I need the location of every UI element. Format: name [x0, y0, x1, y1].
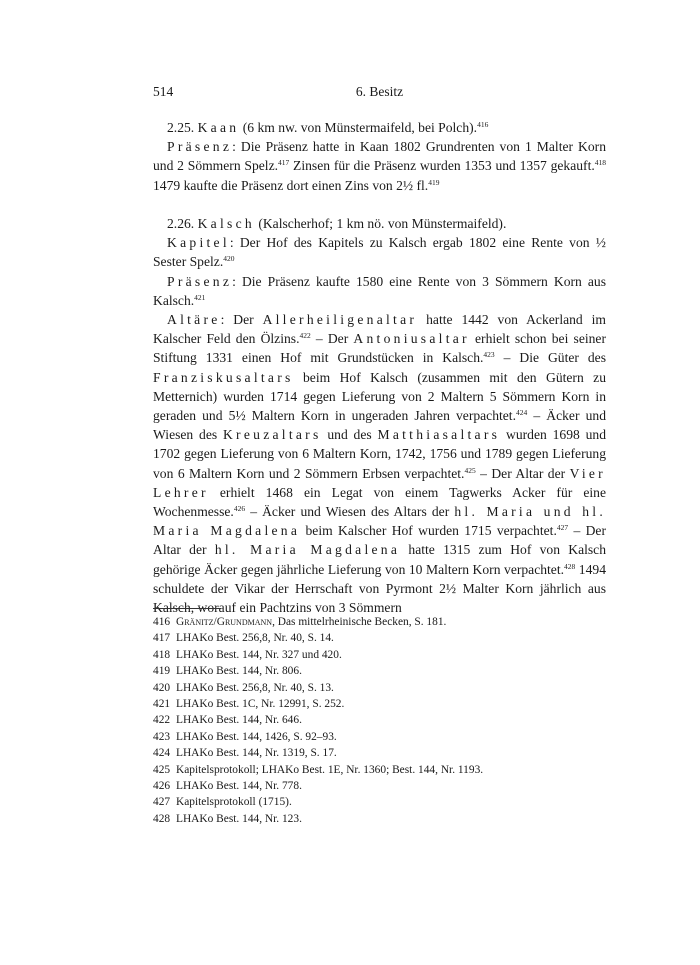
text-run: LHAKo Best. 144, Nr. 1319, S. 17. [176, 747, 337, 760]
spaced-term: Antoniusaltar [353, 331, 470, 347]
footnote-number: 416 [153, 616, 171, 628]
footnote [153, 680, 606, 696]
author-name: Gränitz/Grundmann [176, 616, 273, 628]
footnote-ref: 428 [564, 561, 576, 571]
footnote [153, 762, 606, 778]
footnote-ref: 422 [299, 331, 311, 341]
footnote-number: 422 [153, 714, 171, 727]
footnote-ref: 424 [516, 408, 528, 418]
running-title: 6. Besitz [355, 84, 404, 99]
text-run: , Das mittelrheinische Becken, S. 181. [272, 616, 447, 628]
spaced-term: hl. Maria und hl. Maria Magdalena [153, 504, 606, 539]
text-run: hatte 1315 zum Hof von Kalsch gehörige Äcker gegen jährliche Lieferung von 10 Maltern Korn verpachtet. [153, 542, 606, 577]
footnote [153, 794, 606, 810]
page-number: 514 [153, 84, 174, 99]
footnote-number: 421 [153, 698, 171, 711]
main-text [153, 118, 606, 617]
text-run: beim Kalscher Hof wurden 1715 verpachtet. [300, 523, 557, 539]
paragraph [153, 214, 606, 233]
spaced-term: Präsenz [167, 139, 233, 155]
text-run: 2.26. [167, 216, 198, 231]
spaced-term: Franziskusaltars [153, 369, 294, 385]
paragraph [153, 310, 606, 617]
footnote-text [176, 811, 302, 827]
text-run: und des [321, 427, 378, 443]
footnotes [153, 614, 606, 827]
footnote-text [176, 647, 342, 663]
footnote-text [176, 712, 302, 728]
text-run: LHAKo Best. 144, Nr. 327 und 420. [176, 648, 342, 661]
text-run: LHAKo Best. 256,8, Nr. 40, S. 13. [176, 681, 334, 694]
text-run: 2.25. [167, 120, 198, 135]
footnote-text [176, 614, 446, 630]
footnote-text [176, 729, 337, 745]
spaced-term: Matthiasaltars [377, 427, 501, 443]
footnote-text [176, 794, 292, 810]
text-run: (6 km nw. von Münstermaifeld, bei Polch). [239, 120, 478, 135]
footnote [153, 630, 606, 646]
footnote-text [176, 663, 302, 679]
text-run: wurden 1698 und 1702 gegen Lieferung von 6 Maltern Korn, 1742, 1756 und 1789 gegen Lieferung von 6 Maltern Korn und 2 Sömmern Erbsen verpachtet. [153, 427, 606, 481]
footnote-divider [153, 608, 221, 609]
paragraph [153, 272, 606, 310]
footnote [153, 647, 606, 663]
footnote-text [176, 762, 483, 778]
spaced-term: Kapitel [167, 235, 230, 251]
text-run: (Kalscherhof; 1 km nö. von Münstermaifeld). [254, 216, 507, 231]
spaced-term: Vier Lehrer [153, 465, 606, 500]
footnote [153, 745, 606, 761]
text-run: – Die Güter des [494, 350, 606, 366]
footnote-number: 427 [153, 796, 171, 809]
text-run: LHAKo Best. 256,8, Nr. 40, S. 14. [176, 632, 334, 645]
footnote-ref: 418 [594, 158, 606, 168]
footnote-number: 428 [153, 812, 171, 825]
paragraph [153, 118, 606, 137]
text-run: LHAKo Best. 144, Nr. 646. [176, 714, 302, 727]
text-run: – Der [310, 331, 354, 347]
text-run: erhielt schon bei seiner Stiftung 1331 einen Hof mit Grundstücken in Kalsch. [153, 331, 606, 366]
paragraph [153, 233, 606, 271]
text-run: LHAKo Best. 1C, Nr. 12991, S. 252. [176, 698, 345, 711]
text-run: – Der Altar der [475, 465, 570, 481]
footnote-text [176, 745, 337, 761]
footnote-number: 425 [153, 763, 171, 776]
spaced-term: Kalsch [197, 216, 255, 231]
text-run: 1479 kaufte die Präsenz dort einen Zins von 2½ fl. [153, 177, 429, 193]
text-run: Kapitelsprotokoll; LHAKo Best. 1E, Nr. 1360; Best. 144, Nr. 1193. [176, 763, 484, 776]
footnote-number: 424 [153, 747, 171, 760]
footnote [153, 663, 606, 679]
footnote [153, 811, 606, 827]
text-run: : Die Präsenz hatte in Kaan 1802 Grundrenten von 1 Malter Korn und 2 Sömmern Spelz. [153, 139, 606, 174]
text-run: Kapitelsprotokoll (1715). [176, 796, 292, 809]
footnote [153, 614, 606, 630]
footnote [153, 729, 606, 745]
text-run: LHAKo Best. 144, Nr. 778. [176, 780, 302, 793]
footnote-number: 417 [153, 632, 171, 645]
text-run: beim Hof Kalsch (zusammen mit den Gütern zu Metternich) wurden 1714 gegen Lieferung von 2 Maltern 5 Sömmern Korn in geraden und 5½ Maltern Korn in ungeraden Jahren verpachtet. [153, 369, 606, 424]
text-run: : Die Präsenz kaufte 1580 eine Rente von 3 Sömmern Korn aus Kalsch. [153, 273, 606, 308]
footnote-ref: 421 [194, 292, 206, 302]
text-run: : Der [220, 312, 263, 328]
text-run: LHAKo Best. 144, Nr. 123. [176, 812, 302, 825]
text-run: – Der Altar der [153, 523, 606, 558]
footnote-text [176, 630, 334, 646]
footnote-ref: 423 [483, 350, 495, 360]
text-run: 1494 schuldete der Vikar der Herrschaft von Pyrmont 2½ Malter Korn jährlich aus Kalsch, worauf ein Pachtzins von 3 Sömmern [153, 561, 606, 616]
spaced-term: Kreuzaltars [222, 427, 322, 443]
text-run: LHAKo Best. 144, 1426, S. 92–93. [176, 730, 337, 743]
spaced-term: Kaan [197, 120, 240, 135]
footnote-number: 418 [153, 648, 171, 661]
footnote-number: 419 [153, 665, 171, 678]
footnote-number: 423 [153, 730, 171, 743]
footnote-text [176, 696, 344, 712]
footnote-ref: 416 [477, 120, 489, 129]
footnote-number: 420 [153, 681, 171, 694]
footnote-ref: 419 [428, 177, 440, 187]
footnote-ref: 417 [278, 158, 290, 168]
footnote-ref: 426 [233, 504, 246, 514]
text-run: LHAKo Best. 144, Nr. 806. [176, 665, 302, 678]
footnote [153, 712, 606, 728]
text-run: hatte 1442 von Ackerland im Kalscher Feld den Ölzins. [153, 312, 606, 347]
footnote-text [176, 680, 334, 696]
text-run: – Äcker und Wiesen des [153, 408, 607, 443]
paragraph [153, 137, 606, 195]
footnote-ref: 427 [556, 523, 569, 533]
text-run: Zinsen für die Präsenz wurden 1353 und 1357 gekauft. [289, 158, 595, 174]
text-run: – Äcker und Wiesen des Altars der [245, 504, 455, 520]
footnote-number: 426 [153, 780, 171, 793]
spaced-term: Präsenz [167, 273, 233, 289]
footnote-ref: 425 [464, 465, 476, 475]
spaced-term: Altäre [167, 312, 221, 328]
footnote [153, 778, 606, 794]
page-header [153, 84, 606, 106]
footnote-ref: 420 [223, 254, 235, 264]
footnote [153, 696, 606, 712]
text-run: erhielt 1468 ein Legat von einem Tagwerks Acker für eine Wochenmesse. [153, 484, 606, 520]
spaced-term: hl. Maria Magdalena [214, 542, 401, 558]
footnote-text [176, 778, 302, 794]
spaced-term: Allerheiligenaltar [262, 312, 418, 328]
text-run: : Der Hof des Kapitels zu Kalsch ergab 1802 eine Rente von ½ Sester Spelz. [153, 235, 606, 270]
